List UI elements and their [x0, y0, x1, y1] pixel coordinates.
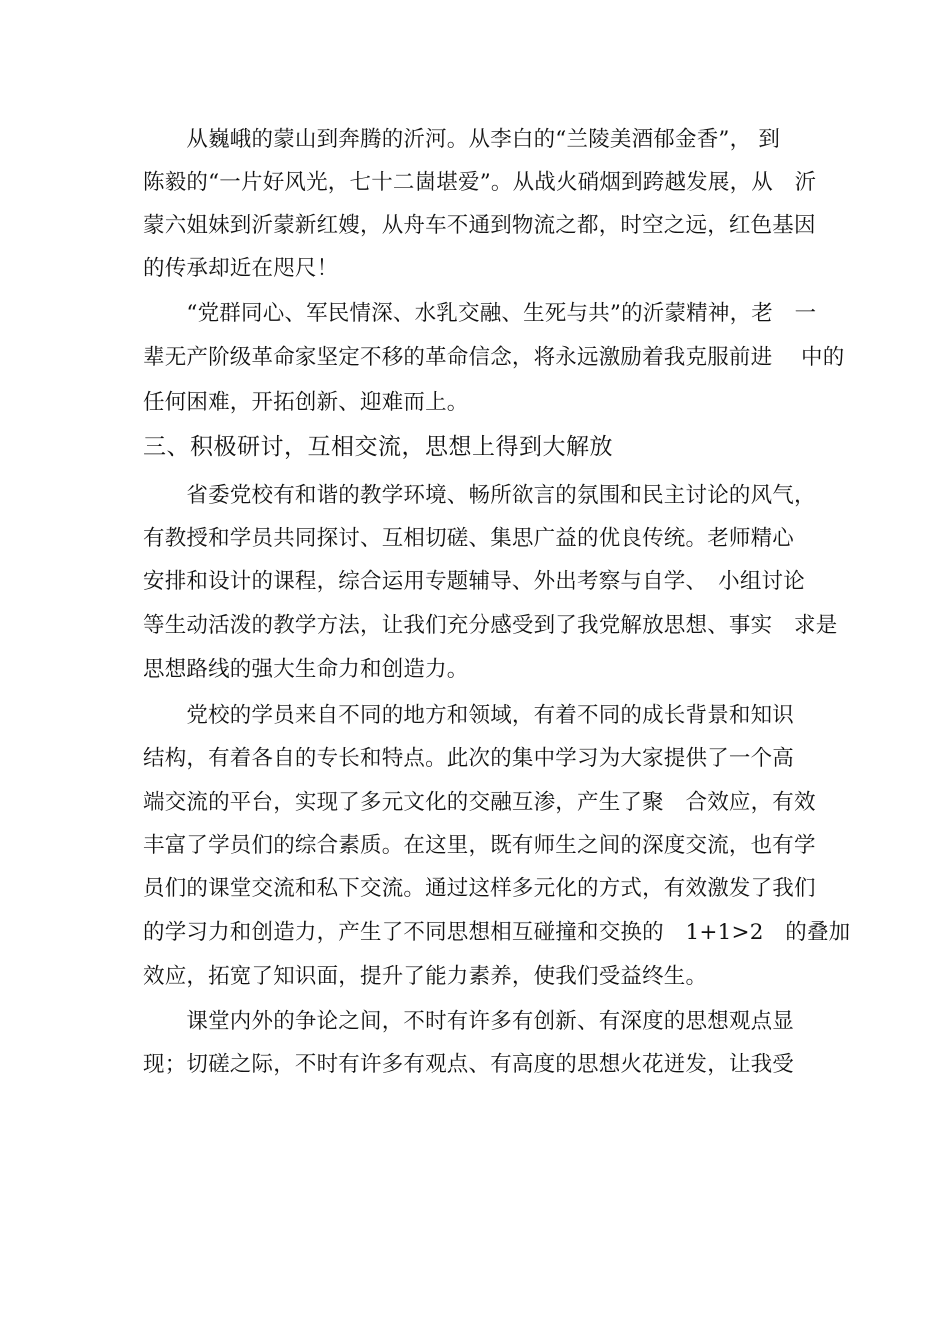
paragraph-line: “党群同心、军民情深、水乳交融、生死与共”的沂蒙精神，老 一	[143, 301, 817, 326]
paragraph-line: 效应，拓宽了知识面，提升了能力素养，使我们受益终生。	[143, 964, 708, 989]
paragraph-line: 蒙六姐妹到沂蒙新红嫂，从舟车不通到物流之都，时空之远，红色基因	[143, 213, 816, 238]
paragraph-line: 安排和设计的课程，综合运用专题辅导、外出考察与自学、 小组讨论	[143, 569, 805, 594]
paragraph-line: 端交流的平台，实现了多元文化的交融互渗，产生了聚 合效应，有效	[143, 790, 816, 815]
paragraph-line: 课堂内外的争论之间，不时有许多有创新、有深度的思想观点显	[143, 1009, 795, 1034]
paragraph-line: 现；切磋之际，不时有许多有观点、有高度的思想火花迸发，让我受	[143, 1052, 795, 1077]
paragraph-line: 陈毅的“一片好风光，七十二崮堪爱”。从战火硝烟到跨越发展，从 沂	[143, 170, 817, 195]
paragraph-line: 结构，有着各自的专长和特点。此次的集中学习为大家提供了一个高	[143, 746, 795, 771]
paragraph-line: 从巍峨的蒙山到奔腾的沂河。从李白的“兰陵美酒郁金香”， 到	[143, 127, 781, 152]
paragraph-line: 辈无产阶级革命家坚定不移的革命信念，将永远激励着我克服前进 中的	[143, 345, 845, 370]
paragraph-line: 思想路线的强大生命力和创造力。	[143, 657, 469, 682]
paragraph-line: 的学习力和创造力，产生了不同思想相互碰撞和交换的 1+1>2 的叠加	[143, 920, 851, 945]
paragraph-line: 有教授和学员共同探讨、互相切磋、集思广益的优良传统。老师精心	[143, 526, 795, 551]
paragraph-line: 员们的课堂交流和私下交流。通过这样多元化的方式，有效激发了我们	[143, 876, 816, 901]
paragraph-line: 等生动活泼的教学方法，让我们充分感受到了我党解放思想、事实 求是	[143, 613, 838, 638]
paragraph-line: 任何困难，开拓创新、迎难而上。	[143, 390, 469, 415]
paragraph-line: 党校的学员来自不同的地方和领域，有着不同的成长背景和知识	[143, 703, 795, 728]
section-heading: 三、积极研讨，互相交流，思想上得到大解放	[143, 434, 613, 460]
paragraph-line: 丰富了学员们的综合素质。在这里，既有师生之间的深度交流，也有学	[143, 833, 816, 858]
paragraph-line: 省委党校有和谐的教学环境、畅所欲言的氛围和民主讨论的风气，	[143, 483, 816, 508]
paragraph-line: 的传承却近在咫尺！	[143, 256, 339, 281]
